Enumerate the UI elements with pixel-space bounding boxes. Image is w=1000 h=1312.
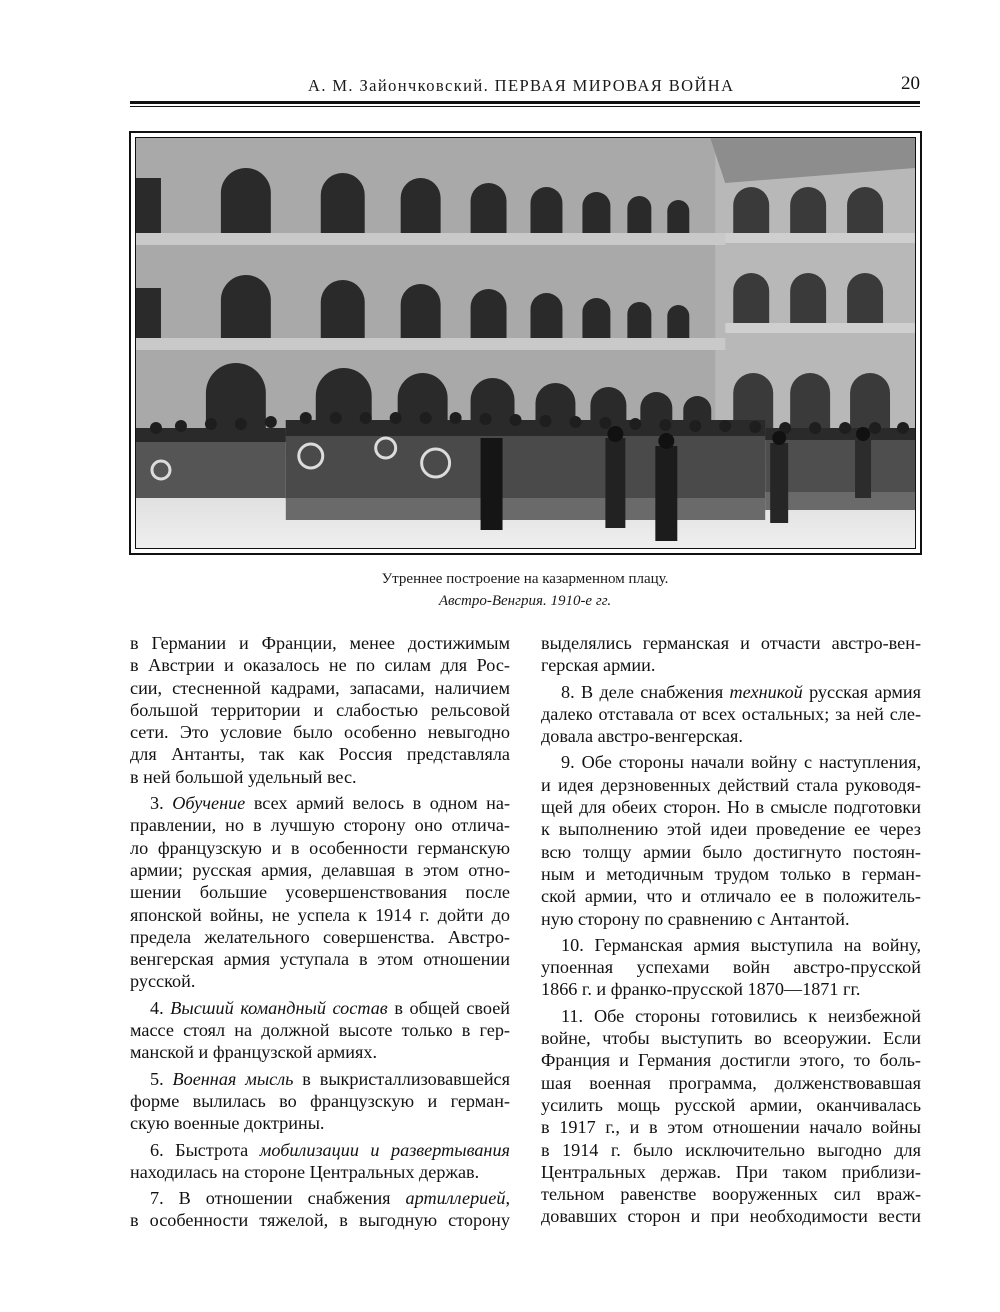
text-line: ную сторону по сравнению с Антантой.: [541, 908, 850, 929]
text-line: Центральных держав. При таком приблизи-: [541, 1161, 921, 1182]
emphasis: мобилизации и развертывания: [259, 1139, 510, 1160]
text-line: шении большие усовершенствования после: [130, 882, 510, 903]
text-line: усилить мощь русской армии, оканчивалась: [541, 1094, 921, 1115]
emphasis: артиллерией: [405, 1188, 506, 1209]
text-line: войне, чтобы выступить во всеоружии. Если: [541, 1028, 921, 1049]
paragraph-10-start: 10. Германская армия выступила на войну,: [561, 934, 921, 955]
text-line: довавших сторон и при необходимости вести: [541, 1206, 921, 1227]
text-line: 1866 г. и франко-прусской 1870—1871 гг.: [541, 979, 861, 1000]
text-line: в 1914 г. было исключительно выгодно для: [541, 1139, 921, 1160]
text-line: далеко отставала от всех остальных; за ней сле-: [541, 703, 921, 724]
figure-caption-subtitle: Австро-Венгрия. 1910-е гг.: [438, 593, 612, 609]
emphasis: техникой: [729, 681, 803, 702]
paragraph-5-start: 5. Военная мысль в выкристаллизовавшейся: [150, 1068, 510, 1089]
text-line: в особенности тяжелой, в выгодную сторону: [130, 1210, 510, 1231]
text-line: в ней большой удельный вес.: [130, 766, 357, 787]
figure-caption: Утреннее построение на казарменном плацу.: [381, 571, 669, 587]
text-line: сети. Это условие было особенно невыгодно: [130, 722, 510, 743]
text-line: ской армии, что и отличало ее в положитель-: [541, 886, 921, 907]
text-line: массе стоял на должной высоте только в гер-: [130, 1020, 510, 1041]
text-column-left: [130, 632, 510, 1232]
text-line: упоенная успехами войн австро-прусской: [541, 957, 921, 978]
text-line: ло французскую и в особенности германскую: [130, 837, 510, 858]
text-line: для Антанты, так как Россия представляла: [130, 744, 510, 765]
paragraph-11-start: 11. Обе стороны готовились к неизбежной: [561, 1005, 921, 1026]
text-line: правлении, но в лучшую сторону оно отлича-: [130, 815, 510, 836]
text-line: армии; русская армия, делавшая в этом отно-: [130, 859, 510, 880]
text-line: тельном равенстве вооруженных сил враж-: [541, 1184, 921, 1205]
text-column-right: [541, 632, 921, 1228]
paragraph-3-start: 3. Обучение всех армий велось в одном на-: [150, 793, 510, 814]
paragraph-7-start: 7. В отношении снабжения артиллерией,: [150, 1188, 510, 1209]
running-header: [130, 72, 920, 106]
text-line: довала австро-венгерская.: [541, 726, 743, 747]
text-line: в 1917 г., и в этом отношении начало войны: [541, 1117, 921, 1138]
paragraph-9-start: 9. Обе стороны начали войну с наступления,: [561, 752, 921, 773]
text-line: в Германии и Франции, менее достижимым: [130, 633, 510, 653]
text-line: форме вылилась во французскую и герман-: [130, 1090, 510, 1111]
text-line: к выполнению этой идеи проведение ее через: [541, 819, 921, 840]
text-line: русской.: [130, 971, 196, 992]
text-line: японской войны, не успела к 1914 г. дойти до: [130, 904, 510, 925]
text-line: ным и методичным трудом только в герман-: [541, 863, 921, 884]
emphasis: Военная мысль: [172, 1068, 294, 1089]
barracks-photo: [135, 137, 916, 549]
text-line: и идея дерзновенных действий стала руководя-: [541, 774, 921, 795]
emphasis: Обучение: [172, 793, 246, 814]
header-rule-thin: [130, 106, 920, 107]
text-line: шая военная программа, долженствовавшая: [541, 1072, 921, 1093]
text-line: манской и французской армиях.: [130, 1042, 378, 1063]
text-line: венгерская армия уступала в этом отношении: [130, 949, 510, 970]
photo-frame: [129, 131, 922, 555]
paragraph-6-start: 6. Быстрота мобилизации и развертывания: [150, 1139, 510, 1160]
text-line: большой территории и слабостью рельсовой: [130, 699, 510, 720]
text-line: находилась на стороне Центральных держав.: [130, 1161, 480, 1182]
running-title: А. М. Зайончковский. ПЕРВАЯ МИРОВАЯ ВОЙНА: [308, 76, 735, 95]
text-line: сии, стесненной кадрами, запасами, наличием: [130, 677, 510, 698]
text-line: скую военные доктрины.: [130, 1113, 325, 1134]
paragraph-4-start: 4. Высший командный состав в общей своей: [150, 997, 510, 1018]
text-line: всю толщу армии было достигнуто постоян-: [541, 841, 921, 862]
barracks-photo-illustration: [136, 138, 915, 548]
text-line: выделялись германская и отчасти австро-вен-: [541, 633, 921, 653]
text-line: герская армии.: [541, 655, 656, 676]
text-line: в Австрии и оказалось не по силам для Рос-: [130, 655, 510, 676]
text-line: щей для обеих сторон. Но в смысле подготовки: [541, 797, 921, 818]
header-rule-thick: [130, 101, 920, 104]
text-line: Франция и Германия достигли этого, то боль-: [541, 1050, 921, 1071]
emphasis: Высший командный состав: [170, 997, 388, 1018]
page-number: 20: [901, 73, 920, 94]
paragraph-8-start: 8. В деле снабжения техникой русская армия: [561, 681, 921, 702]
text-line: предела желательного совершенства. Австро-: [130, 926, 510, 947]
